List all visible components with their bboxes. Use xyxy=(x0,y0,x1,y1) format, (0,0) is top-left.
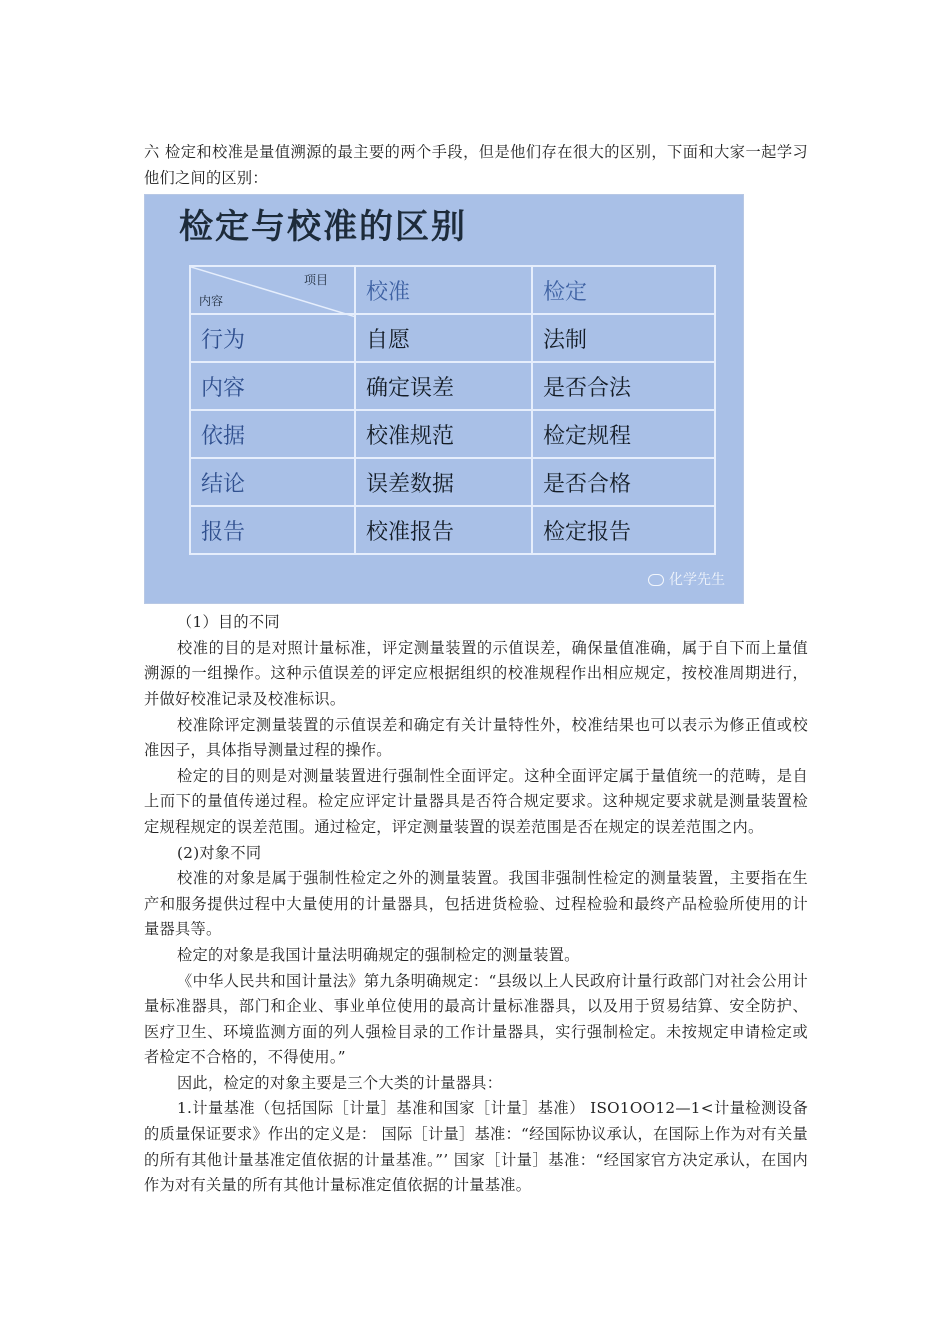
row-calibration-value: 确定误差 xyxy=(355,362,532,410)
intro-paragraph: 六 检定和校准是量值溯源的最主要的两个手段，但是他们存在很大的区别，下面和大家一起学习他们之间的区别： xyxy=(144,143,808,187)
header-content-label: 内容 xyxy=(199,294,224,309)
header-calibration: 校准 xyxy=(355,266,532,314)
table-row xyxy=(190,314,715,362)
body-paragraph: 1.计量基准（包括国际［计量］基准和国家［计量］基准） ISO1OO12—1<计量检测设备的质量保证要求》作出的定义是： 国际［计量］基准：“经国际协议承认，在国际上作为对有关量的所有其他计量基准定值依据的计量基准。”’ 国家［计量］基准：“经国家官方决定承认，在国内作为对有关量的所有其他计量标准定值依据的计量基准。 xyxy=(144,1099,808,1195)
table-row xyxy=(190,506,715,554)
body-paragraph: 因此，检定的对象主要是三个大类的计量器具： xyxy=(177,1073,503,1092)
body-paragraph: 检定的目的则是对测量装置进行强制性全面评定。这种全面评定属于量值统一的范畴，是自上而下的量值传递过程。检定应评定计量器具是否符合规定要求。这种规定要求就是测量装置检定规程规定的误差范围。通过检定，评定测量装置的误差范围是否在规定的误差范围之内。 xyxy=(144,766,808,836)
figure-title: 检定与校准的区别 xyxy=(179,207,467,248)
row-verification-value: 是否合格 xyxy=(532,458,715,506)
watermark xyxy=(648,569,725,589)
row-label: 内容 xyxy=(190,362,355,410)
row-calibration-value: 误差数据 xyxy=(355,458,532,506)
body-paragraph: 校准除评定测量装置的示值误差和确定有关计量特性外，校准结果也可以表示为修正值或校准因子，具体指导测量过程的操作。 xyxy=(144,715,808,760)
body-paragraph: 检定的对象是我国计量法明确规定的强制检定的测量装置。 xyxy=(177,945,580,964)
row-label: 依据 xyxy=(190,410,355,458)
diagonal-header-cell xyxy=(190,266,355,314)
table-header-row xyxy=(190,266,715,314)
section-heading-object: (2)对象不同 xyxy=(177,843,262,862)
section-heading-purpose: （1）目的不同 xyxy=(177,613,280,632)
wechat-icon xyxy=(648,574,664,586)
header-verification: 检定 xyxy=(532,266,715,314)
comparison-figure xyxy=(144,194,744,604)
watermark-text: 化学先生 xyxy=(669,572,725,589)
body-paragraph: 校准的对象是属于强制性检定之外的测量装置。我国非强制性检定的测量装置，主要指在生产和服务提供过程中大量使用的计量器具，包括进货检验、过程检验和最终产品检验所使用的计量器具等。 xyxy=(144,869,808,939)
row-calibration-value: 自愿 xyxy=(355,314,532,362)
row-verification-value: 法制 xyxy=(532,314,715,362)
row-label: 行为 xyxy=(190,314,355,362)
body-paragraph: 校准的目的是对照计量标准，评定测量装置的示值误差，确保量值准确，属于自下而上量值溯源的一组操作。这种示值误差的评定应根据组织的校准规程作出相应规定，按校准周期进行，并做好校准记录及校准标识。 xyxy=(144,638,808,708)
row-label: 结论 xyxy=(190,458,355,506)
table-row xyxy=(190,458,715,506)
row-calibration-value: 校准报告 xyxy=(355,506,532,554)
row-calibration-value: 校准规范 xyxy=(355,410,532,458)
row-verification-value: 检定规程 xyxy=(532,410,715,458)
row-verification-value: 是否合法 xyxy=(532,362,715,410)
table-row xyxy=(190,410,715,458)
row-verification-value: 检定报告 xyxy=(532,506,715,554)
document-page xyxy=(144,140,808,1199)
header-item-label: 项目 xyxy=(303,273,328,288)
row-label: 报告 xyxy=(190,506,355,554)
comparison-table xyxy=(189,265,716,555)
table-row xyxy=(190,362,715,410)
body-paragraph: 《中华人民共和国计量法》第九条明确规定：“县级以上人民政府计量行政部门对社会公用计量标准器具，部门和企业、事业单位使用的最高计量标准器具，以及用于贸易结算、安全防护、医疗卫生、环境监测方面的列人强检目录的工作计量器具，实行强制检定。未按规定申请检定或者检定不合格的，不得使用。” xyxy=(144,971,808,1067)
